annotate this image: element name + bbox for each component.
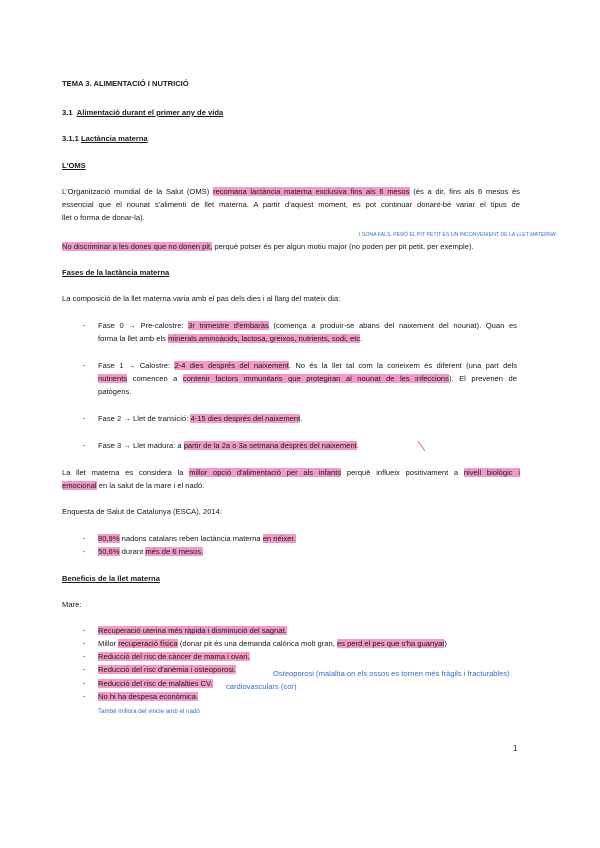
benefit-item-1: Recuperació uterina més ràpida i disminució del sagnat. bbox=[98, 626, 287, 635]
phase-2-line: Fase 2 → Llet de transició: 4-15 dies després del naixement. bbox=[98, 414, 303, 423]
bullet-marker: - bbox=[83, 534, 86, 543]
phase-3-line: Fase 3 → Llet madura: a partir de la 2a o 3a setmana després del naixement. bbox=[98, 441, 359, 450]
best-option-line-2: emocional en la salut de la mare i el nadó. bbox=[62, 481, 205, 490]
subsection-heading: 3.1.1 Lactància materna bbox=[62, 134, 148, 143]
pen-stroke-mark bbox=[418, 441, 426, 451]
benefit-item-2: Millor recuperació física (donar pit és una demanda calòrica molt gran, es perd el pes que s'ha guanyat) bbox=[98, 639, 447, 648]
esca-heading: Enquesta de Salut de Catalunya (ESCA), 2014: bbox=[62, 507, 222, 516]
benefits-heading: Beneficis de la llet materna bbox=[62, 574, 160, 583]
bullet-marker: - bbox=[83, 692, 86, 701]
page-number: 1 bbox=[513, 744, 518, 753]
phases-heading: Fases de la lactància materna bbox=[62, 268, 170, 277]
oms-paragraph-line-2: essencial que el nounat s'alimenti de llet materna. A partir d'aquest moment, es pot continuar donant-bé variar el tipus de bbox=[62, 200, 520, 209]
benefit-item-4: Reducció del risc d'anèmia i osteoporosi. bbox=[98, 665, 236, 674]
best-option-line-1: La llet materna es considera la millor opció d'alimentació per als infants perquè influeix positivament a nivell biològic i bbox=[62, 468, 520, 477]
osteoporosis-note: Osteoporosi (malaltia on els ossos es tornen més fràgils i fracturables) bbox=[273, 669, 510, 678]
phase-1-line-3: patògens. bbox=[98, 387, 132, 396]
esca-item-2: 50,6% durant més de 6 mesos. bbox=[98, 547, 204, 556]
bullet-marker: - bbox=[83, 321, 86, 330]
phase-0-line-1: Fase 0 → Pre-calostre: 3r trimestre d'embaràs (comença a produir-se abans del naixement del nounat). Quan es bbox=[98, 321, 517, 330]
benefit-item-5: Reducció del risc de malalties CV. bbox=[98, 679, 213, 688]
bullet-marker: - bbox=[83, 679, 86, 688]
oms-discriminate: No discriminar a les dones que no donen pit, perquè potser és per algun motiu major (no poden per pit petit, per exemple). bbox=[62, 242, 474, 251]
phase-1-line-2: nutrients comencen a contenir factors immunitaris que protegiran al nounat de les infeccions). El prevenen de bbox=[98, 374, 517, 383]
bullet-marker: - bbox=[83, 361, 86, 370]
bullet-marker: - bbox=[83, 626, 86, 635]
bullet-marker: - bbox=[83, 652, 86, 661]
cardiovascular-note: cardiovasculars (cor) bbox=[226, 682, 297, 691]
oms-heading: L'OMS bbox=[62, 161, 86, 170]
phase-1-line-1: Fase 1 → Calostre: 2-4 dies després del naixement. No és la llet tal com la coneixem és diferent (una part dels bbox=[98, 361, 517, 370]
bullet-marker: - bbox=[83, 665, 86, 674]
bullet-marker: - bbox=[83, 414, 86, 423]
phase-0-line-2: forma la llet amb els minerals aminoàcids, lactosa, greixos, nutrients, sodi, etc. bbox=[98, 334, 363, 343]
bond-note: També millora del vincle amb el nadó bbox=[98, 708, 200, 715]
bullet-marker: - bbox=[83, 441, 86, 450]
phases-intro: La composició de la llet materna varia amb el pas dels dies i al llarg del mateix dia: bbox=[62, 294, 341, 303]
benefit-item-6: No hi ha despesa econòmica. bbox=[98, 692, 199, 701]
oms-paragraph-line-1: L'Organització mundial de la Salut (OMS) recomana lactància materna exclusiva fins als 6 mesos (és a dir, fins als 6 mesos és bbox=[62, 187, 520, 196]
section-heading: 3.1 Alimentació durant el primer any de vida bbox=[62, 108, 224, 117]
esca-item-1: 80,9% nadons catalans reben lactància materna en néixer. bbox=[98, 534, 296, 543]
document-title: TEMA 3. ALIMENTACIÓ I NUTRICIÓ bbox=[62, 79, 189, 88]
bullet-marker: - bbox=[83, 639, 86, 648]
benefit-item-3: Reducció del risc de càncer de mama i ovari. bbox=[98, 652, 250, 661]
benefits-subheading-mother: Mare: bbox=[62, 600, 82, 609]
bullet-marker: - bbox=[83, 547, 86, 556]
oms-paragraph-line-3: llet o forma de donar-la). bbox=[62, 213, 145, 222]
margin-note: I SONA FALS, PERÒ EL PIT PETIT ÉS UN INCONVENIENT DE LA LLET MATERNA! bbox=[359, 232, 557, 238]
